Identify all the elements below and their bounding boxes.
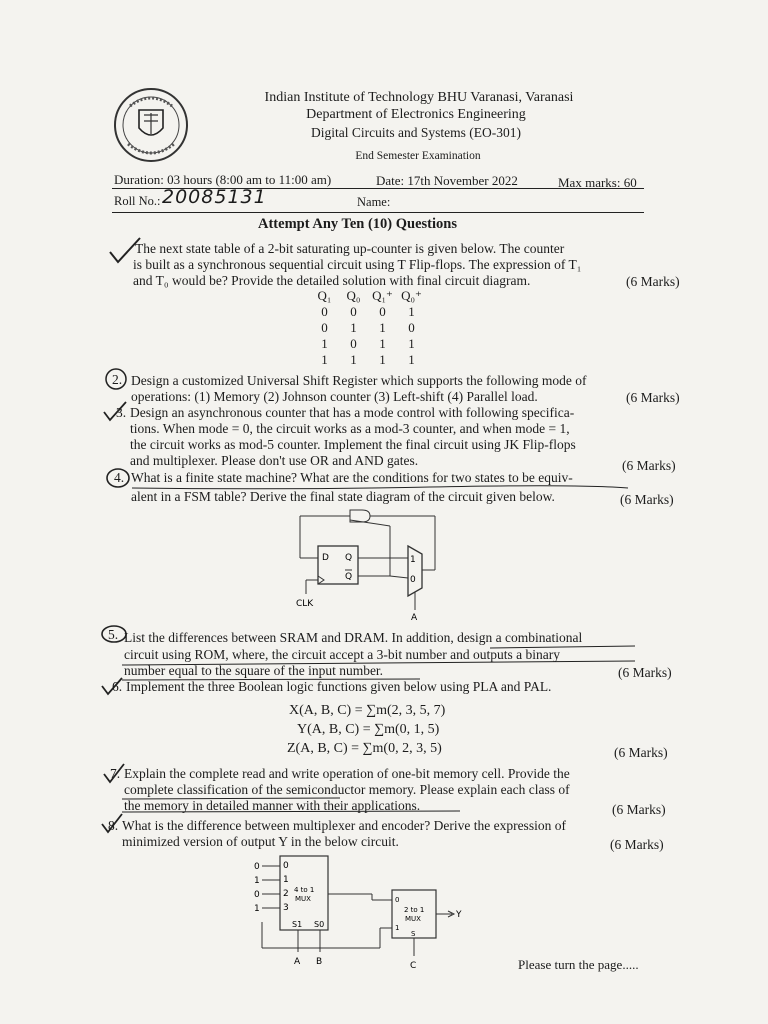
q8-marks: (6 Marks) [610, 837, 664, 852]
mux4-label: 4 to 1 [294, 886, 315, 894]
mux-in-value: 1 [254, 876, 260, 886]
table-header: Q₁⁺ [372, 288, 393, 303]
instruction: Attempt Any Ten (10) Questions [258, 216, 457, 232]
q6-line: Implement the three Boolean logic functions given below using PLA and PAL. [126, 679, 552, 694]
table-cell: 1 [350, 320, 357, 335]
underline-mark [120, 643, 640, 683]
q1-marks: (6 Marks) [626, 274, 680, 289]
table-cell: 1 [408, 304, 415, 319]
mux-in-value: 1 [254, 904, 260, 914]
table-cell: 0 [350, 304, 357, 319]
max-marks: Max marks: 60 [558, 175, 637, 190]
mux-in-value: 0 [254, 862, 260, 872]
s0-label: S0 [314, 920, 325, 929]
table-cell: 0 [350, 336, 357, 351]
q7-number: 7. [110, 766, 121, 781]
table-cell: 1 [408, 352, 415, 367]
mux-input-0: 0 [410, 575, 416, 585]
mux-pin: 0 [283, 861, 289, 871]
table-cell: 1 [321, 336, 328, 351]
divider [112, 212, 644, 213]
q7-line: Explain the complete read and write operation of one-bit memory cell. Provide the [124, 766, 570, 781]
output-y-label: Y [456, 910, 462, 920]
mux-in-value: 0 [254, 890, 260, 900]
q7-marks: (6 Marks) [612, 802, 666, 817]
mux2-select: S [411, 930, 416, 938]
q1-line: is built as a synchronous sequential circuit using T Flip-flops. The expression of T₁ [133, 257, 582, 272]
table-row [310, 320, 426, 336]
q5-line: circuit using ROM, where, the circuit accept a 3-bit number and outputs a binary [124, 647, 560, 662]
dff-qbar-label: Q [345, 572, 353, 582]
underline-mark [130, 485, 630, 491]
table-header: Q₀ [346, 288, 361, 303]
s1-label: S1 [292, 920, 303, 929]
roll-label: Roll No.: [114, 194, 161, 208]
q3-line: and multiplexer. Please don't use OR and AND gates. [130, 453, 419, 468]
table-cell: 1 [408, 336, 415, 351]
q3-line: tions. When mode = 0, the circuit works as a mod-3 counter, and when mode = 1, [130, 421, 570, 436]
mux-circuit-diagram [252, 852, 492, 972]
q8-number: 8. [108, 818, 119, 833]
q1-line: The next state table of a 2-bit saturating up-counter is given below. The counter [135, 241, 565, 256]
mux2-pin: 0 [395, 896, 400, 904]
q1-line: and T₀ would be? Provide the detailed solution with final circuit diagram. [133, 273, 531, 288]
input-a-label: A [294, 957, 301, 967]
q7-line: the memory in detailed manner with their applications. [124, 798, 421, 813]
dff-q-label: Q [345, 553, 353, 563]
q7-line: complete classification of the semiconductor memory. Please explain each class of [124, 782, 570, 797]
clk-label: CLK [296, 599, 314, 609]
q5-line: number equal to the square of the input number. [124, 663, 384, 678]
mux-input-1: 1 [410, 555, 416, 565]
table-row [310, 352, 426, 368]
table-cell: 0 [408, 320, 415, 335]
q4-line: What is a finite state machine? What are the conditions for two states to be equiv- [131, 470, 573, 485]
q8-line: What is the difference between multiplexer and encoder? Derive the expression of [122, 818, 566, 833]
department-name: Department of Electronics Engineering [306, 107, 526, 122]
q2-line: operations: (1) Memory (2) Johnson counter (3) Left-shift (4) Parallel load. [131, 389, 538, 404]
q5-number: 5. [108, 627, 119, 642]
table-row [310, 304, 426, 320]
table-cell: 0 [379, 304, 386, 319]
institute-name: Indian Institute of Technology BHU Varanasi, Varanasi [264, 90, 574, 105]
q5-marks: (6 Marks) [618, 665, 672, 680]
q4-number: 4. [114, 470, 125, 485]
mux2-pin: 1 [395, 924, 400, 932]
table-cell: 1 [379, 352, 386, 367]
duration: Duration: 03 hours (8:00 am to 11:00 am) [114, 172, 332, 187]
q3-line: the circuit works as mod-5 counter. Implement the final circuit using JK Flip-flops [130, 437, 576, 452]
q3-number: 3. [116, 405, 127, 420]
table-header: Q₀⁺ [401, 288, 422, 303]
fsm-circuit-diagram [290, 506, 450, 626]
roll-number: 20085131 [162, 186, 267, 208]
q4-marks: (6 Marks) [620, 492, 674, 507]
name-label: Name: [357, 195, 391, 209]
q6-marks: (6 Marks) [614, 745, 668, 760]
exam-date: Date: 17th November 2022 [376, 173, 518, 188]
table-cell: 1 [350, 352, 357, 367]
q2-line: Design a customized Universal Shift Register which supports the following mode of [131, 373, 587, 388]
mux-pin: 2 [283, 889, 289, 899]
equation-x: X(A, B, C) = ∑m(2, 3, 5, 7) [289, 703, 446, 718]
mux4-label: MUX [295, 895, 311, 903]
q3-marks: (6 Marks) [622, 458, 676, 473]
q3-line: Design an asynchronous counter that has a mode control with following specifica- [130, 405, 575, 420]
mux2-label: MUX [405, 915, 421, 923]
q6-number: 6. [112, 679, 123, 694]
q5-line: List the differences between SRAM and DRAM. In addition, design a combinational [124, 630, 583, 645]
next-state-table [310, 288, 426, 368]
page-footer: Please turn the page..... [518, 957, 639, 972]
table-header: Q₁ [317, 288, 332, 303]
dff-d-label: D [322, 553, 329, 563]
table-cell: 0 [321, 320, 328, 335]
equation-z: Z(A, B, C) = ∑m(0, 2, 3, 5) [287, 741, 442, 756]
course-name: Digital Circuits and Systems (EO-301) [311, 125, 521, 140]
equation-y: Y(A, B, C) = ∑m(0, 1, 5) [297, 722, 440, 737]
table-cell: 0 [321, 304, 328, 319]
underline-mark [120, 796, 480, 816]
input-c-label: C [410, 961, 417, 971]
table-cell: 1 [379, 320, 386, 335]
q8-line: minimized version of output Y in the below circuit. [122, 834, 399, 849]
input-b-label: B [316, 957, 323, 967]
mux-pin: 1 [283, 875, 289, 885]
table-row [310, 336, 426, 352]
q4-line: alent in a FSM table? Derive the final state diagram of the circuit given below. [131, 489, 555, 504]
table-cell: 1 [321, 352, 328, 367]
mux2-label: 2 to 1 [404, 906, 425, 914]
table-cell: 1 [379, 336, 386, 351]
exam-name: End Semester Examination [355, 150, 481, 162]
mux-pin: 3 [283, 903, 289, 913]
select-a-label: A [411, 613, 418, 623]
q2-number: 2. [112, 372, 123, 387]
q2-marks: (6 Marks) [626, 390, 680, 405]
